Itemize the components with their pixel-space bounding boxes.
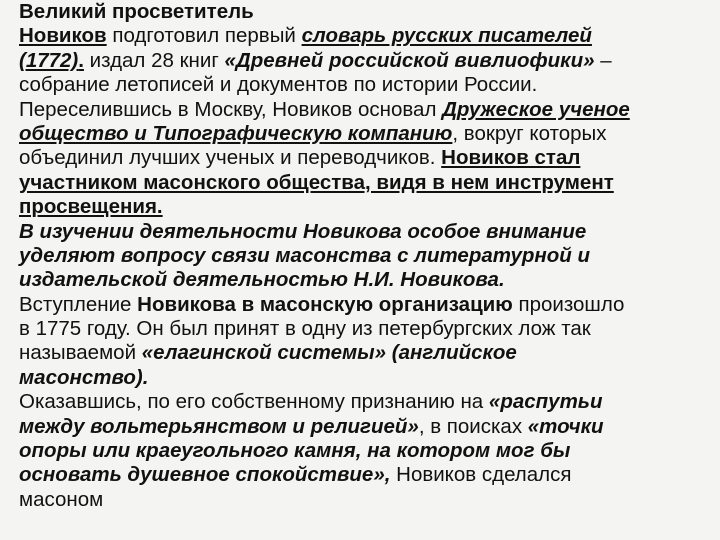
text-segment: называемой [19,341,142,365]
text-line [19,341,720,365]
text-segment: , в поисках [418,414,528,438]
text-segment: «точки [527,414,604,438]
text-line [19,366,720,390]
text-line [19,146,720,170]
text-segment: – [594,48,612,72]
text-line [19,98,720,122]
text-segment: Новикова в масонскую организацию [137,292,513,316]
text-segment: масонство). [19,365,149,389]
text-line [19,390,720,414]
text-segment: . [78,48,84,72]
text-line [19,244,720,268]
text-segment: Оказавшись, по его собственному признанию на [19,390,489,414]
text-segment: словарь русских писателей [301,24,592,48]
text-line [19,293,720,317]
text-block [19,0,720,512]
text-segment: (1772) [19,48,79,72]
text-segment: между вольтерьянством и религией» [19,414,419,438]
text-line [19,171,720,195]
text-line [19,488,720,512]
text-segment: Новиков [19,24,107,48]
text-segment: Переселившись в Москву, Новиков основал [19,97,443,121]
text-segment: уделяют вопросу связи масонства с литературной и [19,243,591,267]
text-segment: , вокруг которых [452,121,607,145]
text-segment: основать душевное спокойствие», [19,463,391,487]
text-line [19,463,720,487]
text-segment: масоном [19,487,104,511]
text-segment: Новиков сделался [390,463,572,487]
text-segment: опоры или краеугольного камня, на котором мог бы [19,439,571,463]
text-segment: издательской деятельностью Н.И. Новикова. [19,268,505,292]
text-segment: участником масонского общества, видя в нем инструмент [19,170,614,194]
text-segment: в 1775 году. Он был принят в одну из петербургских лож так [19,317,591,341]
text-segment: Новиков стал [441,146,581,170]
text-segment: Вступление [19,292,138,316]
text-segment: «елагинской системы» (английское [141,341,517,365]
text-line [19,49,720,73]
text-segment: общество и Типографическую компанию [19,121,453,145]
text-line [19,122,720,146]
heading: Великий просветитель [19,0,254,23]
text-segment: «Древней российской вивлиофики» [224,48,595,72]
text-line [19,24,720,48]
text-segment: издал 28 книг [83,48,225,72]
text-line [19,439,720,463]
text-segment: Дружеское ученое [442,97,630,121]
text-segment: «распутьи [488,390,603,414]
text-line [19,73,720,97]
text-segment: объединил лучших ученых и переводчиков. [19,146,442,170]
text-segment: произошло [512,292,625,316]
text-segment: В изучении деятельности Новикова особое внимание [19,219,587,243]
text-line [19,317,720,341]
text-line [19,415,720,439]
text-line [19,268,720,292]
text-line [19,195,720,219]
text-segment: собрание летописей и документов по истории России. [19,73,538,97]
text-segment: просвещения. [19,195,163,219]
text-line [19,220,720,244]
text-segment: подготовил первый [106,24,302,48]
